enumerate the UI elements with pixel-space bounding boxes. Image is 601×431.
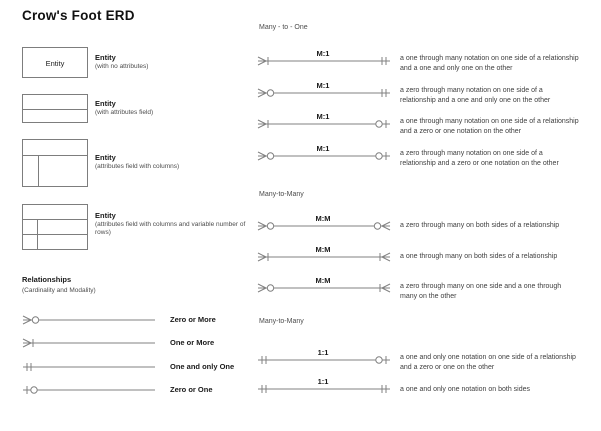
- entity-description: (with no attributes): [95, 63, 149, 70]
- connector-label: M:1: [316, 112, 330, 121]
- cardinality-label: One or More: [170, 338, 215, 347]
- connector-one-one-both-sides: [256, 379, 392, 399]
- cardinality-label: Zero or More: [170, 315, 216, 324]
- cardinality-symbol-one-and-only-one: [21, 357, 157, 377]
- connector-description: a one through many notation on one side of a relationship and a one and only one on the other: [400, 55, 579, 72]
- entity-description: (with attributes field): [95, 109, 154, 116]
- connector-description: a one through many on both sides of a relationship: [400, 253, 558, 260]
- connector-zero-many-to-zero-one: [256, 146, 392, 166]
- relationships-heading: Relationships: [22, 275, 72, 284]
- connector-zero-many-both-sides: [256, 216, 392, 236]
- entity-divider: [23, 219, 87, 220]
- connector-description: a one through many notation on one side of a relationship and a zero or one notation on the other: [400, 118, 579, 135]
- connector-zero-many-to-one-one: [256, 83, 392, 103]
- cardinality-symbol-one-or-more: [21, 333, 157, 353]
- cardinality-label: One and only One: [170, 362, 235, 371]
- connector-description: a zero through many on one side and a one through many on the other: [400, 283, 562, 300]
- connector-description: a one and only one notation on both sides: [400, 386, 530, 393]
- connector-description: a zero through many notation on one side of a relationship and a zero or one notation on the other: [400, 150, 559, 167]
- connector-label: M:1: [316, 144, 330, 153]
- connector-label: M:1: [316, 49, 330, 58]
- connector-description: a one and only one notation on one side of a relationship and a zero or one on the other: [400, 354, 576, 371]
- entity-name: Entity: [95, 211, 116, 220]
- connector-label: 1:1: [317, 348, 329, 357]
- entity-symbol-columns: [22, 139, 88, 187]
- connector-label: M:1: [316, 81, 330, 90]
- cardinality-label: Zero or One: [170, 385, 213, 394]
- connector-description: a zero through many notation on one side of a relationship and a one and only one on the other: [400, 87, 551, 104]
- connector-label: M:M: [315, 214, 331, 223]
- section-heading-one-to-one: Many-to-Many: [259, 318, 304, 325]
- entity-divider: [23, 155, 87, 156]
- connector-label: M:M: [315, 245, 331, 254]
- connector-one-many-both-sides: [256, 247, 392, 267]
- entity-row-divider: [23, 234, 87, 235]
- entity-label-attributes-field: [95, 99, 255, 117]
- entity-label-no-attributes: [95, 53, 255, 71]
- connector-one-many-to-one-one: [256, 51, 392, 71]
- connector-zero-many-to-one-many: [256, 278, 392, 298]
- entity-label-columns-rows: [95, 211, 250, 237]
- entity-description: (attributes field with columns and variable number of rows): [95, 221, 246, 236]
- entity-name: Entity: [95, 53, 116, 62]
- cardinality-symbol-zero-or-more: [21, 310, 157, 330]
- entity-symbol-columns-rows: [22, 204, 88, 250]
- entity-box-text: Entity: [45, 59, 65, 68]
- relationships-subheading: (Cardinality and Modality): [22, 287, 96, 294]
- entity-column-divider: [37, 220, 38, 249]
- entity-column-divider: [38, 156, 39, 186]
- connector-description: a zero through many on both sides of a relationship: [400, 222, 560, 229]
- connector-label: 1:1: [317, 377, 329, 386]
- entity-description: (attributes field with columns): [95, 163, 180, 170]
- entity-symbol-attributes-field: [22, 94, 88, 123]
- page-title: Crow's Foot ERD: [22, 8, 135, 23]
- entity-name: Entity: [95, 153, 116, 162]
- connector-one-one-to-zero-one: [256, 350, 392, 370]
- entity-name: Entity: [95, 99, 116, 108]
- section-heading-many-to-one: Many - to - One: [259, 24, 308, 31]
- cardinality-symbol-zero-or-one: [21, 380, 157, 400]
- entity-divider: [23, 109, 87, 110]
- entity-symbol-no-attributes: [22, 47, 88, 78]
- entity-label-columns: [95, 153, 255, 171]
- connector-label: M:M: [315, 276, 331, 285]
- connector-one-many-to-zero-one: [256, 114, 392, 134]
- section-heading-many-to-many: Many-to-Many: [259, 191, 304, 198]
